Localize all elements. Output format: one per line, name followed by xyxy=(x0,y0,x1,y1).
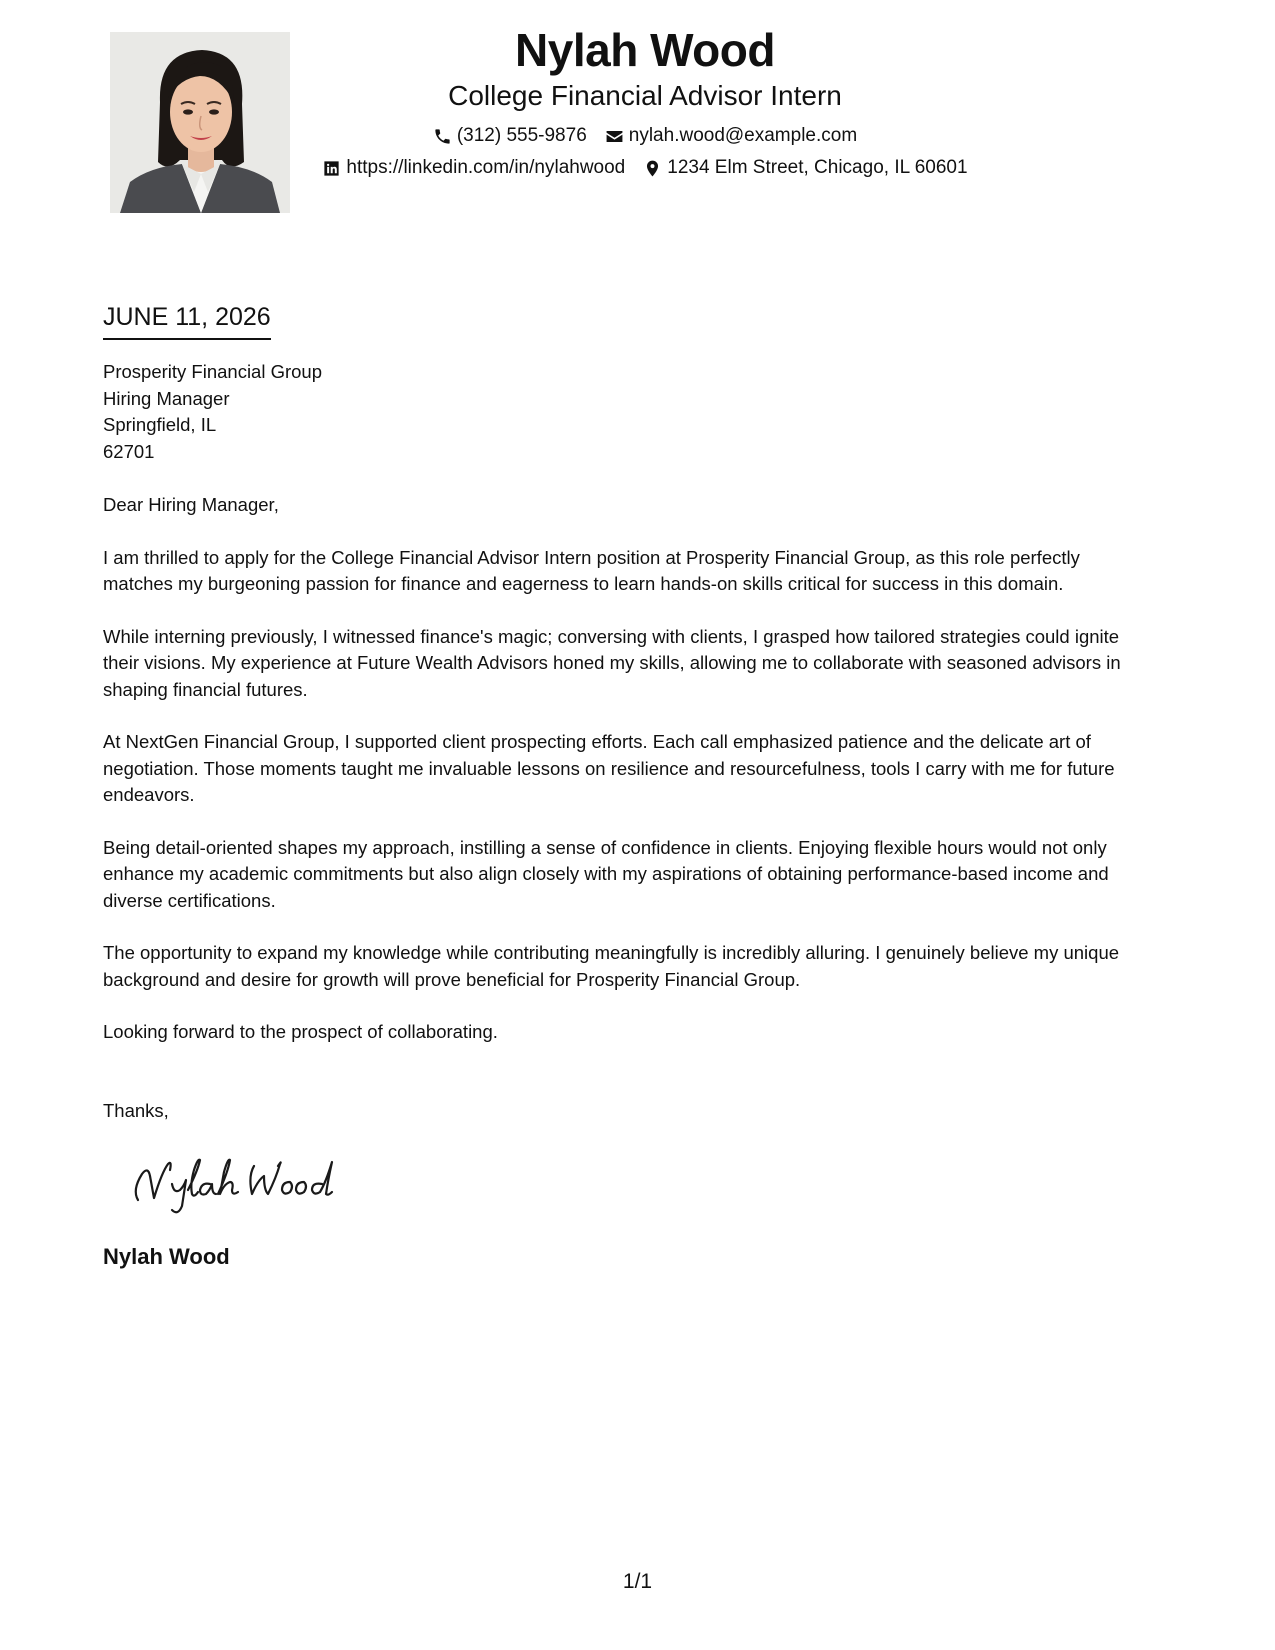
letter-paragraph: The opportunity to expand my knowledge while contributing meaningfully is incredibly alluring. I genuinely believe my unique background and desire for growth will prove beneficial for Prosperity Financial Group. xyxy=(103,942,1120,990)
map-pin-icon xyxy=(643,159,662,178)
letter-paragraph: Looking forward to the prospect of collaborating. xyxy=(103,1021,498,1042)
contact-email[interactable] xyxy=(605,120,857,152)
letter-date: JUNE 11, 2026 xyxy=(103,300,271,340)
linkedin-text: https://linkedin.com/in/nylahwood xyxy=(346,157,626,178)
signature-image xyxy=(128,1150,378,1220)
signer-name: Nylah Wood xyxy=(103,1244,230,1269)
recipient-zip: 62701 xyxy=(103,440,155,462)
recipient-contact: Hiring Manager xyxy=(103,387,230,409)
contact-phone xyxy=(433,120,587,152)
letter-paragraph: At NextGen Financial Group, I supported client prospecting efforts. Each call emphasized patience and the delicate art of negotiation. Those moments taught me invaluable lessons on resilience and resourcefulness, tools I carry with me for future endeavors. xyxy=(103,731,1115,805)
letter-paragraph: I am thrilled to apply for the College Financial Advisor Intern position at Prosperity Financial Group, as this role perfectly matches my burgeoning passion for finance and eagerness to learn hands-on skills critical for success in this domain. xyxy=(103,546,1080,594)
contact-linkedin[interactable] xyxy=(322,152,625,184)
recipient-company: Prosperity Financial Group xyxy=(103,361,323,382)
closing: Thanks, xyxy=(103,1100,169,1121)
applicant-role: College Financial Advisor Intern xyxy=(448,80,842,111)
page-number: 1/1 xyxy=(622,1570,653,1593)
contact-address xyxy=(643,152,967,184)
contact-line-primary xyxy=(300,120,990,152)
contact-line-secondary xyxy=(300,152,990,184)
phone-icon xyxy=(433,127,452,146)
address-text: 1234 Elm Street, Chicago, IL 60601 xyxy=(667,157,968,178)
applicant-name: Nylah Wood xyxy=(515,24,775,76)
phone-text: (312) 555-9876 xyxy=(456,125,587,146)
recipient-block xyxy=(103,359,322,465)
envelope-icon xyxy=(605,127,624,146)
letter-body xyxy=(103,492,1143,1072)
letter-paragraph: While interning previously, I witnessed finance's magic; conversing with clients, I grasped how tailored strategies could ignite their visions. My experience at Future Wealth Advisors honed my skills, allowing me to collaborate with seasoned advisors in shaping financial futures. xyxy=(103,625,1121,700)
letter-paragraph: Being detail-oriented shapes my approach, instilling a sense of confidence in clients. Enjoying flexible hours would not only enhance my academic commitments but also align closely with my aspirations of obtaining performance-based income and diverse certifications. xyxy=(103,836,1109,911)
profile-photo xyxy=(110,32,290,213)
recipient-city: Springfield, IL xyxy=(103,414,217,435)
email-text: nylah.wood@example.com xyxy=(628,125,858,146)
salutation: Dear Hiring Manager, xyxy=(103,494,279,515)
resume-header xyxy=(300,20,990,184)
linkedin-icon xyxy=(322,159,341,178)
